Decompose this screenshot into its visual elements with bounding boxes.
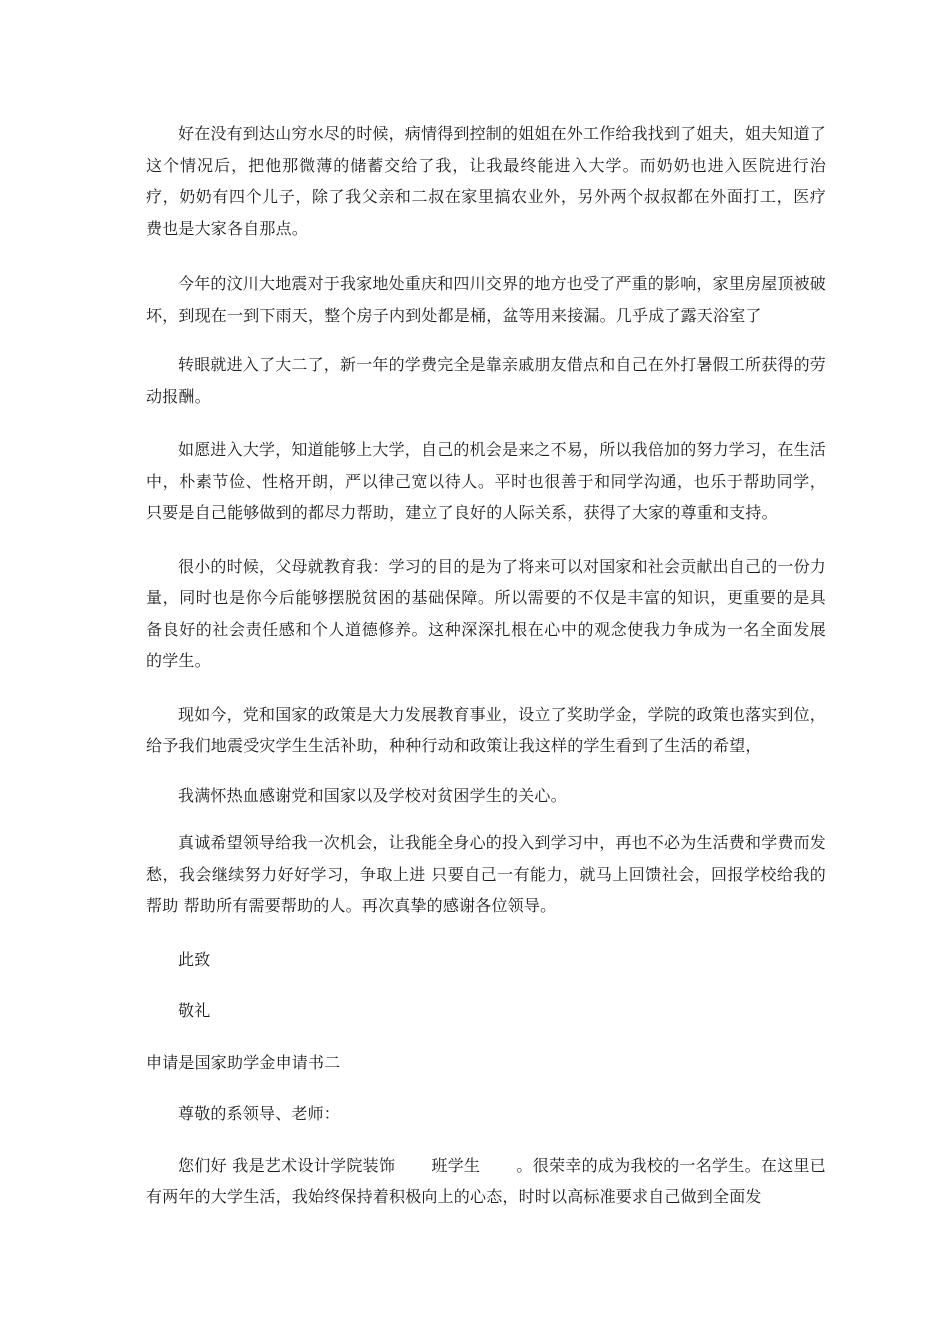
paragraph-gratitude: 我满怀热血感谢党和国家以及学校对贫困学生的关心。 <box>178 785 567 805</box>
section-heading: 申请是国家助学金申请书二 <box>146 1052 341 1072</box>
salutation: 尊敬的系领导、老师： <box>178 1104 341 1123</box>
intro-part-2: 班学生 <box>431 1155 481 1175</box>
document-body <box>146 118 826 1213</box>
paragraph-university-life: 如愿进入大学，知道能够上大学，自己的机会是来之不易，所以我倍加的努力学习，在生活中，朴素节俭、性格开朗，严以律己宽以待人。平时也很善于和同学沟通，也乐于帮助同学，只要是自己能够做到的都尽力帮助，建立了良好的人际关系，获得了大家的尊重和支持。 <box>146 440 827 522</box>
paragraph-sister-help: 好在没有到达山穷水尽的时候，病情得到控制的姐姐在外工作给我找到了姐夫，姐夫知道了这个情况后，把他那微薄的储蓄交给了我，让我最终能进入大学。而奶奶也进入医院进行治疗，奶奶有四个儿子，除了我父亲和二叔在家里搞农业外，另外两个叔叔都在外面打工，医疗费也是大家各自那点。 <box>146 124 827 238</box>
paragraph-parents-education: 很小的时候，父母就教育我：学习的目的是为了将来可以对国家和社会贡献出自己的一份力量，同时也是你今后能够摆脱贫困的基础保障。所以需要的不仅是丰富的知识，更重要的是具备良好的社会责任感和个人道德修养。这种深深扎根在心中的观念使我力争成为一名全面发展的学生。 <box>146 556 827 670</box>
paragraph-second-year: 转眼就进入了大二了，新一年的学费完全是靠亲戚朋友借点和自己在外打暑假工所获得的劳动报酬。 <box>146 355 827 406</box>
intro-part-1: 您们好 我是艺术设计学院装饰 <box>178 1155 396 1175</box>
closing-line-2: 敬礼 <box>178 1001 211 1020</box>
paragraph-national-policy: 现如今，党和国家的政策是大力发展教育事业，设立了奖助学金，学院的政策也落实到位，给予我们地震受灾学生生活补助，种种行动和政策让我这样的学生看到了生活的希望， <box>146 704 827 755</box>
paragraph-request: 真诚希望领导给我一次机会，让我能全身心的投入到学习中，再也不必为生活费和学费而发愁，我会继续努力好好学习，争取上进 只要自己一有能力，就马上回馈社会，回报学校给我的帮助 帮助所有需要帮助的人。再次真挚的感谢各位领导。 <box>146 833 827 915</box>
intro-part-3: 。很荣幸的成为我校的一名学生。在这里已有两年的大学生活，我始终保持着积极向上的心态，时时以高标准要求自己做到全面发 <box>146 1155 826 1206</box>
paragraph-introduction <box>146 1150 826 1213</box>
closing-line-1: 此致 <box>178 949 211 969</box>
paragraph-earthquake: 今年的汶川大地震对于我家地处重庆和四川交界的地方也受了严重的影响，家里房屋顶被破坏，到现在一到下雨天，整个房子内到处都是桶，盆等用来接漏。几乎成了露天浴室了 <box>146 274 827 325</box>
